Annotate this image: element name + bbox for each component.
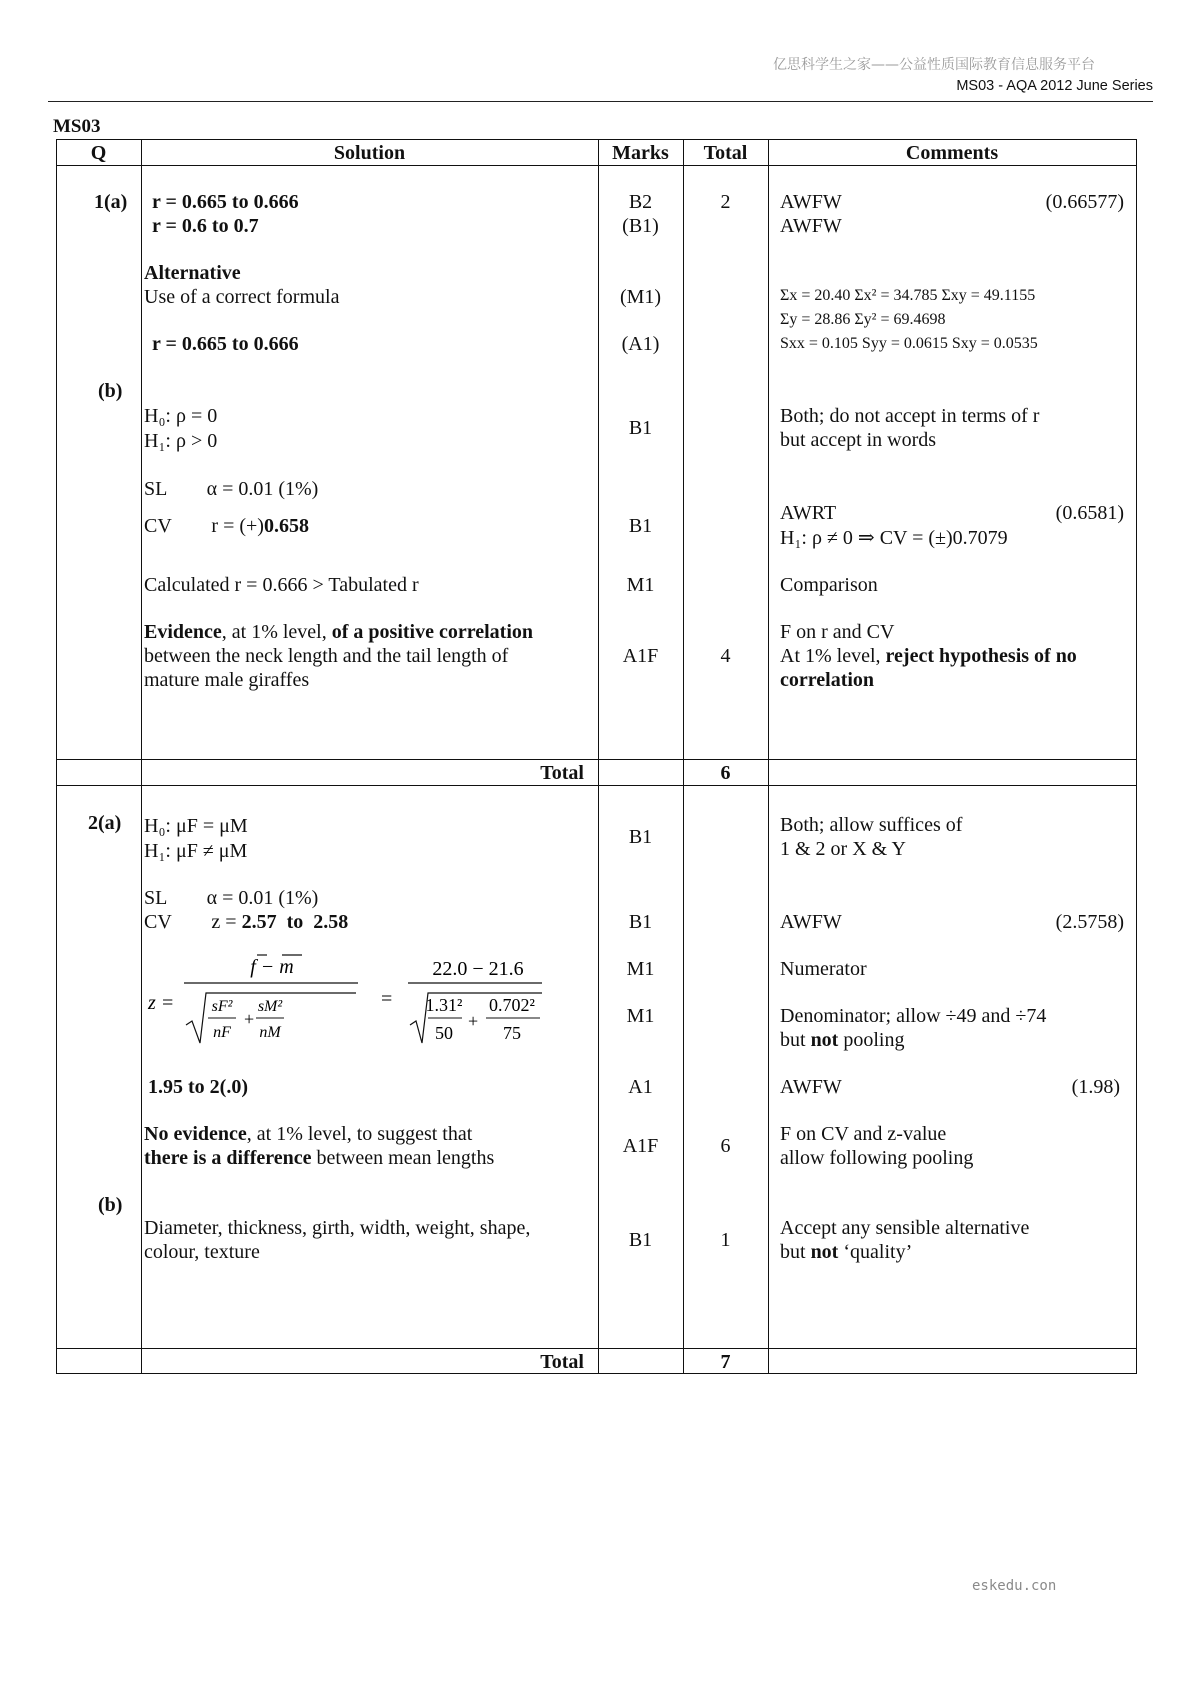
q2a-no-evidence-mid: , at 1% level, to suggest that bbox=[246, 1123, 473, 1145]
q1b-comment2-pre: At 1% level, bbox=[780, 645, 886, 667]
q2b-answer-line1: Diameter, thickness, girth, width, weight, shape, bbox=[144, 1217, 531, 1239]
q2a-cv-mark: B1 bbox=[628, 911, 653, 933]
q2a-z-formula bbox=[142, 945, 542, 1055]
q1b-conclusion-comment3: correlation bbox=[780, 669, 875, 691]
q1-total-label-text: Total bbox=[540, 762, 584, 784]
q2a-total: 6 bbox=[720, 1135, 731, 1157]
q2a-hyp-comment2: 1 & 2 or X & Y bbox=[780, 838, 906, 860]
q1b-evidence-bold: Evidence bbox=[144, 621, 222, 643]
q2a-difference-post: between mean lengths bbox=[311, 1147, 495, 1169]
formula-den2-50: 50 bbox=[435, 1023, 453, 1043]
q1b-evidence-positive: of a positive correlation bbox=[331, 621, 534, 643]
col-divider-marks bbox=[683, 139, 684, 1374]
q2b-c2-post: ‘quality’ bbox=[838, 1241, 913, 1263]
formula-den-sm2: sM² bbox=[257, 998, 283, 1015]
q1-total-top bbox=[56, 759, 1136, 760]
q1b-conclusion-line1 bbox=[144, 620, 533, 644]
q1b-cv-comment-value: (0.6581) bbox=[1055, 502, 1124, 524]
q2a-conclusion-line2 bbox=[144, 1146, 494, 1170]
q1b-comparison: Calculated r = 0.666 > Tabulated r bbox=[144, 574, 419, 596]
q1-total-value: 6 bbox=[720, 762, 731, 784]
q2b-label: (b) bbox=[98, 1194, 123, 1216]
q2a-difference-bold: there is a difference bbox=[144, 1147, 312, 1169]
col-header-total: Total bbox=[703, 142, 748, 164]
header-site-name: 亿思科学生之家——公益性质国际教育信息服务平台 bbox=[773, 57, 1095, 73]
q1a-total: 2 bbox=[720, 191, 731, 213]
table-border-left bbox=[56, 139, 57, 1374]
table-border-right bbox=[1136, 139, 1137, 1374]
q1a-sums-line2: Σy = 28.86 Σy² = 69.4698 bbox=[780, 311, 946, 328]
q1b-conclusion-line2: between the neck length and the tail length of bbox=[144, 645, 509, 667]
formula-numerator: f − m bbox=[250, 956, 294, 978]
col-header-marks: Marks bbox=[612, 142, 669, 164]
q1a-alt-mark-m1: (M1) bbox=[619, 286, 662, 308]
q2a-conclusion-line1 bbox=[144, 1122, 472, 1146]
q1a-alternative-heading: Alternative bbox=[144, 262, 241, 284]
q1b-cv-prefix: CV r = (+) bbox=[144, 515, 264, 537]
q2-total-value: 7 bbox=[720, 1351, 731, 1373]
header-rule bbox=[48, 101, 1153, 102]
q1b-comparison-mark: M1 bbox=[626, 574, 655, 596]
formula-den2-75: 75 bbox=[503, 1023, 521, 1043]
q2b-total: 1 bbox=[720, 1229, 731, 1251]
q1b-comparison-comment: Comparison bbox=[780, 574, 878, 596]
q1a-comment-value: (0.66577) bbox=[1045, 191, 1124, 213]
q2a-conclusion-comment1: F on CV and z-value bbox=[780, 1123, 947, 1145]
formula-plus-1: + bbox=[244, 1009, 255, 1029]
table-border-top bbox=[56, 139, 1136, 140]
q1a-sums-line1: Σx = 20.40 Σx² = 34.785 Σxy = 49.1155 bbox=[780, 287, 1036, 304]
q1b-hyp-comment1: Both; do not accept in terms of r bbox=[780, 405, 1040, 427]
footer-watermark: eskedu.con bbox=[972, 1578, 1057, 1594]
q1b-conclusion-mark: A1F bbox=[622, 645, 659, 667]
q1a-alt-r-range: r = 0.665 to 0.666 bbox=[152, 333, 299, 355]
q2a-z-value-comment: AWFW bbox=[780, 1076, 842, 1098]
paper-code-label: MS03 bbox=[53, 116, 101, 137]
q1b-total: 4 bbox=[720, 645, 731, 667]
q1a-label: 1(a) bbox=[94, 191, 128, 213]
mark-scheme-table bbox=[56, 139, 1136, 1374]
q1a-comment-awfw-2: AWFW bbox=[780, 215, 842, 237]
q1b-comment2-bold: reject hypothesis of no bbox=[885, 645, 1077, 667]
q2b-comment2 bbox=[780, 1240, 912, 1264]
table-border-bottom bbox=[56, 1373, 1136, 1374]
q1a-r-range: r = 0.665 to 0.666 bbox=[152, 191, 299, 213]
q1a-mark-b1: (B1) bbox=[622, 215, 659, 237]
q1a-r-range-b1: r = 0.6 to 0.7 bbox=[152, 215, 259, 237]
col-divider-total bbox=[768, 139, 769, 1374]
col-header-comments: Comments bbox=[905, 142, 999, 164]
q2a-z-value: 1.95 to 2(.0) bbox=[148, 1076, 248, 1098]
q1b-conclusion-comment2 bbox=[780, 644, 1077, 668]
q2a-conclusion-mark: A1F bbox=[622, 1135, 659, 1157]
q2a-hyp-comment1: Both; allow suffices of bbox=[780, 814, 963, 836]
col-divider-q bbox=[141, 139, 142, 1374]
formula-z-label: z = bbox=[148, 992, 175, 1014]
q2-total-label-text: Total bbox=[540, 1351, 584, 1373]
q1b-hyp-comment2: but accept in words bbox=[780, 429, 937, 451]
q1b-significance-level: SL α = 0.01 (1%) bbox=[144, 478, 319, 500]
q2-total-top bbox=[56, 1348, 1136, 1349]
q1-total-bottom bbox=[56, 785, 1136, 786]
q2a-numerator-comment: Numerator bbox=[780, 958, 867, 980]
q2a-z-value-mark: A1 bbox=[628, 1076, 653, 1098]
formula-den-sf2: sF² bbox=[211, 998, 233, 1015]
q2b-answer-line2: colour, texture bbox=[144, 1241, 260, 1263]
q1a-alternative-text: Use of a correct formula bbox=[144, 286, 340, 308]
q2b-mark: B1 bbox=[628, 1229, 653, 1251]
q2a-denominator-mark: M1 bbox=[626, 1005, 655, 1027]
q2a-critical-value bbox=[144, 910, 348, 934]
q2a-den-c2-post: pooling bbox=[838, 1029, 905, 1051]
q1a-alt-mark-a1: (A1) bbox=[621, 333, 660, 355]
q1b-hyp-mark: B1 bbox=[628, 417, 653, 439]
q2a-den-c2-pre: but bbox=[780, 1029, 811, 1051]
q2a-conclusion-comment2: allow following pooling bbox=[780, 1147, 974, 1169]
q1a-mark-b2: B2 bbox=[628, 191, 653, 213]
q1-total-label bbox=[540, 761, 594, 785]
formula-plus-2: + bbox=[468, 1011, 479, 1031]
q1b-alt-hypothesis: H₁: ρ > 0 bbox=[144, 430, 218, 452]
col-header-q: Q bbox=[90, 142, 107, 164]
q1b-null-hypothesis: H₀: ρ = 0 bbox=[144, 405, 218, 427]
q1b-conclusion-line3: mature male giraffes bbox=[144, 669, 310, 691]
q1b-evidence-mid: , at 1% level, bbox=[221, 621, 332, 643]
q1b-cv-value: 0.658 bbox=[263, 515, 309, 537]
q2-total-label bbox=[540, 1350, 594, 1374]
q2a-denominator-comment1: Denominator; allow ÷49 and ÷74 bbox=[780, 1005, 1047, 1027]
q2a-significance-level: SL α = 0.01 (1%) bbox=[144, 887, 319, 909]
q2a-cv-comment-value: (2.5758) bbox=[1055, 911, 1124, 933]
formula-equals: = bbox=[381, 988, 393, 1010]
q2a-alt-hypothesis: H₁: μF ≠ μM bbox=[144, 840, 248, 862]
q1a-comment-awfw: AWFW bbox=[780, 191, 842, 213]
q2a-hyp-mark: B1 bbox=[628, 826, 653, 848]
header-series: MS03 - AQA 2012 June Series bbox=[956, 78, 1153, 94]
q2a-den-c2-bold: not bbox=[810, 1029, 839, 1051]
formula-den-nf: nF bbox=[213, 1024, 231, 1041]
q2a-label: 2(a) bbox=[88, 812, 122, 834]
q2a-no-evidence-bold: No evidence bbox=[144, 1123, 247, 1145]
q2b-c2-bold: not bbox=[810, 1241, 839, 1263]
q1b-conclusion-comment1: F on r and CV bbox=[780, 621, 895, 643]
q2b-comment1: Accept any sensible alternative bbox=[780, 1217, 1030, 1239]
header-row-divider bbox=[56, 165, 1136, 166]
q1a-sums-line3: Sxx = 0.105 Syy = 0.0615 Sxy = 0.0535 bbox=[780, 335, 1038, 352]
q1b-cv-mark: B1 bbox=[628, 515, 653, 537]
q2b-c2-pre: but bbox=[780, 1241, 811, 1263]
formula-den-nm: nM bbox=[259, 1024, 281, 1041]
q2a-numerator-mark: M1 bbox=[626, 958, 655, 980]
q1b-label: (b) bbox=[98, 380, 123, 402]
q2a-z-value-comment-value: (1.98) bbox=[1071, 1076, 1120, 1098]
q1b-cv-comment-two-tailed: H₁: ρ ≠ 0 ⇒ CV = (±)0.7079 bbox=[780, 527, 1008, 549]
q2a-cv-comment: AWFW bbox=[780, 911, 842, 933]
col-divider-solution bbox=[598, 139, 599, 1374]
formula-den2-131: 1.31² bbox=[425, 995, 463, 1015]
q2a-cv-value: 2.57 to 2.58 bbox=[241, 911, 349, 933]
q2a-denominator-comment2 bbox=[780, 1028, 904, 1052]
q1b-critical-value bbox=[144, 514, 309, 538]
q1b-cv-comment-awrt: AWRT bbox=[780, 502, 837, 524]
q2a-cv-prefix: CV z = bbox=[144, 911, 242, 933]
formula-numerator-values: 22.0 − 21.6 bbox=[432, 958, 524, 980]
formula-den2-0702: 0.702² bbox=[489, 995, 535, 1015]
col-header-solution: Solution bbox=[333, 142, 406, 164]
q2a-null-hypothesis: H₀: μF = μM bbox=[144, 815, 248, 837]
